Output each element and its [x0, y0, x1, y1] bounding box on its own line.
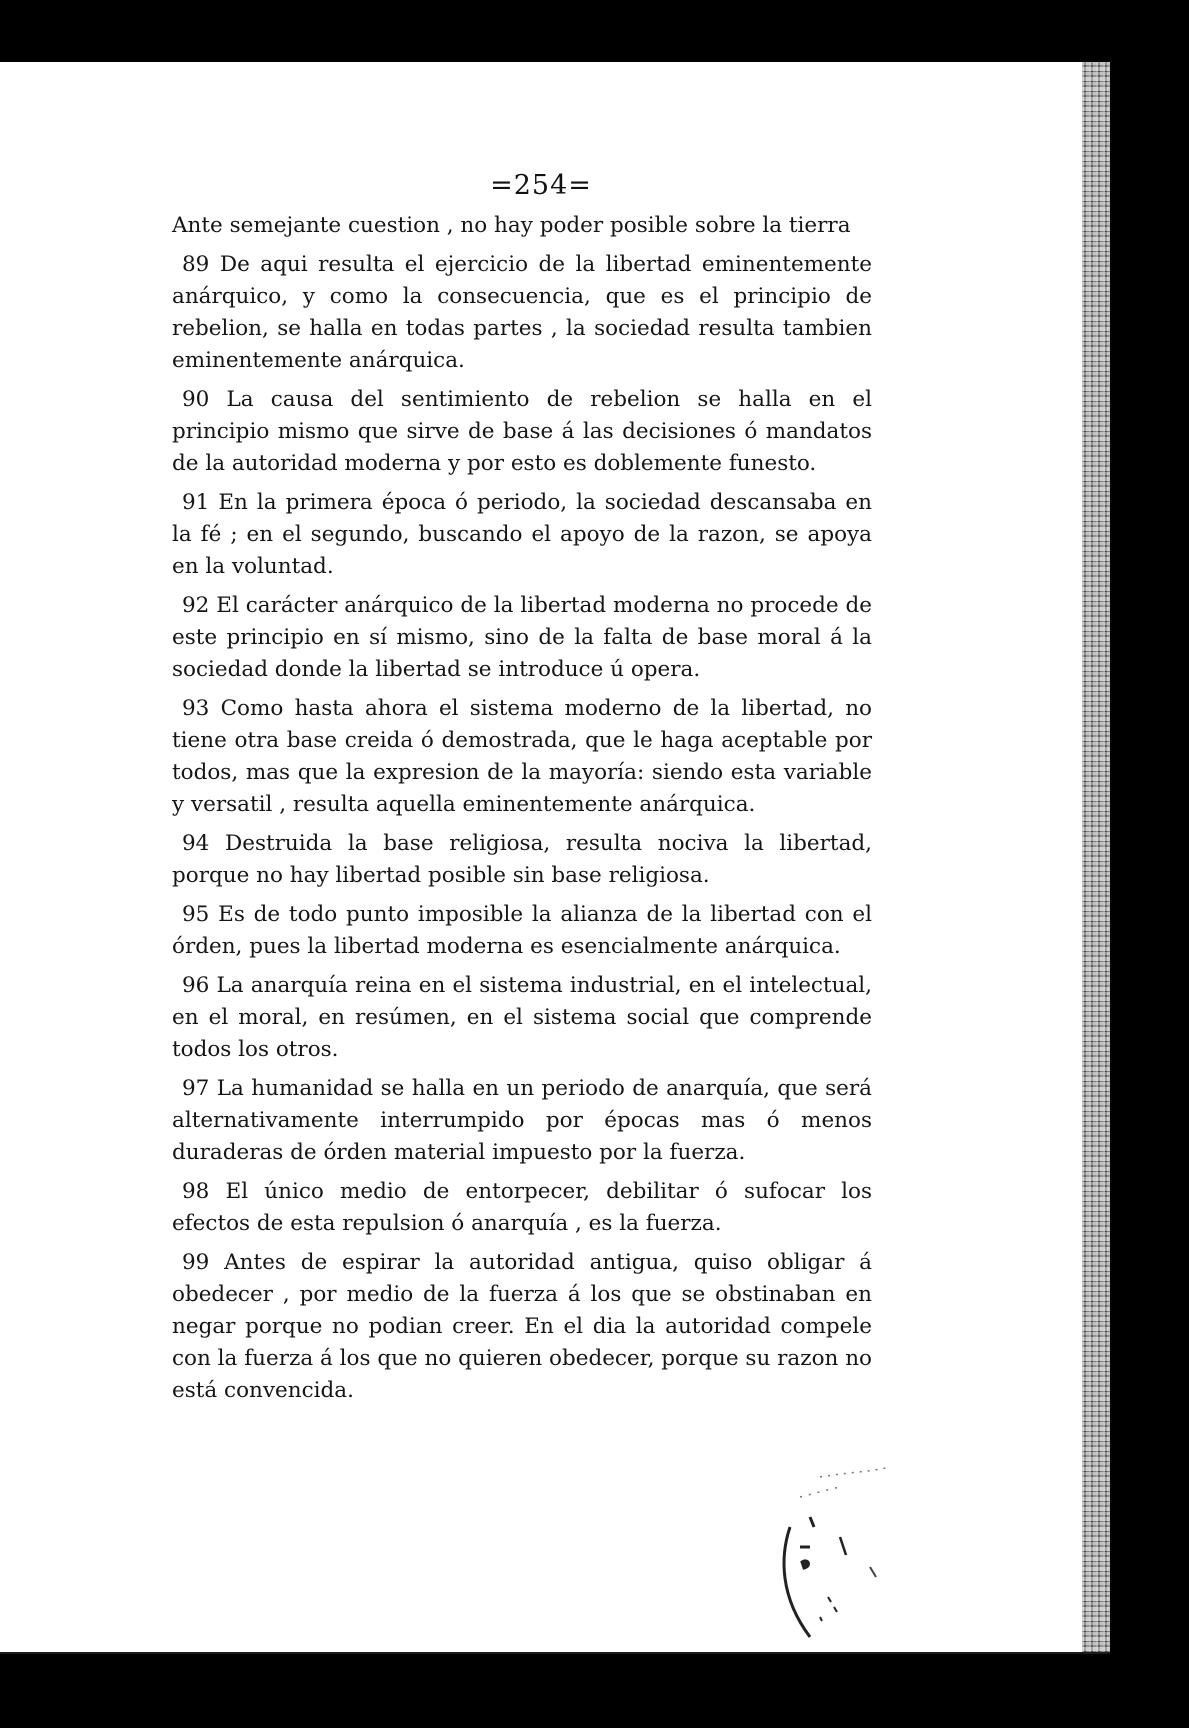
paragraph-89: 89 De aqui resulta el ejercicio de la libertad eminentemente anárquico, y como la consecuencia, que es el principio de rebelion, se halla en todas partes , la sociedad resulta tambien eminentemente anárquica. [172, 252, 872, 373]
paragraph-99: 99 Antes de espirar la autoridad antigua, quiso obligar á obedecer , por medio de la fuerza á los que se obstinaban en negar porque no podian creer. En el dia la autoridad compele con la fuerza á los que no quieren obedecer, porque su razon no está convencida. [172, 1250, 872, 1403]
paragraph-96: 96 La anarquía reina en el sistema industrial, en el intelectual, en el moral, en resúmen, en el sistema social que comprende todos los otros. [172, 973, 872, 1062]
paragraph-91: 91 En la primera época ó periodo, la sociedad descansaba en la fé ; en el segundo, buscando el apoyo de la razon, se apoya en la voluntad. [172, 490, 872, 579]
paragraph-97: 97 La humanidad se halla en un periodo de anarquía, que será alternativamente interrumpido por épocas mas ó menos duraderas de órden material impuesto por la fuerza. [172, 1076, 872, 1165]
page-edge-strip [1082, 62, 1110, 1652]
paragraph-92: 92 El carácter anárquico de la libertad moderna no procede de este principio en sí mismo, sino de la falta de base moral á la sociedad donde la libertad se introduce ú opera. [172, 593, 872, 682]
bottom-edge-shadow [0, 1652, 1110, 1654]
page-content [172, 210, 872, 1414]
paragraph-94: 94 Destruida la base religiosa, resulta nociva la libertad, porque no hay libertad posible sin base religiosa. [172, 831, 872, 888]
ink-stamp-mark [770, 1447, 910, 1652]
paragraph-90: 90 La causa del sentimiento de rebelion se halla en el principio mismo que sirve de base á las decisiones ó mandatos de la autoridad moderna y por esto es doblemente funesto. [172, 387, 872, 476]
paragraph-95: 95 Es de todo punto imposible la alianza de la libertad con el órden, pues la libertad moderna es esencialmente anárquica. [172, 902, 872, 959]
page-number: =254= [490, 170, 592, 201]
paragraph-98: 98 El único medio de entorpecer, debilitar ó sufocar los efectos de esta repulsion ó anarquía , es la fuerza. [172, 1179, 872, 1236]
book-page [0, 62, 1082, 1652]
paragraph-93: 93 Como hasta ahora el sistema moderno de la libertad, no tiene otra base creida ó demostrada, que le haga aceptable por todos, mas que la expresion de la mayoría: siendo esta variable y versatil , resulta aquella eminentemente anárquica. [172, 696, 872, 817]
paragraph-intro: Ante semejante cuestion , no hay poder posible sobre la tierra [172, 213, 851, 238]
